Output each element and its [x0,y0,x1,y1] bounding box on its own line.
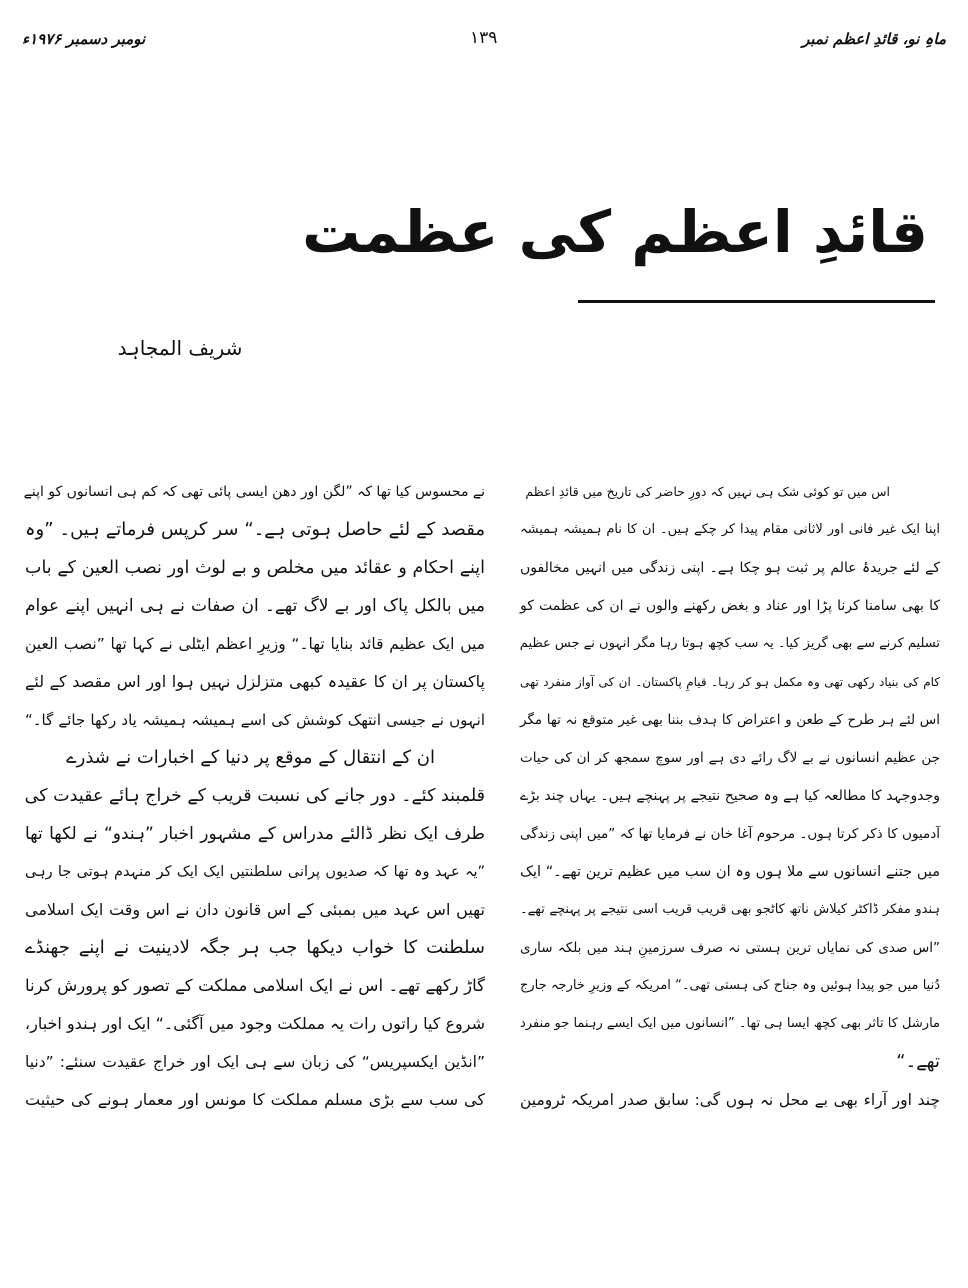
text-line: کے لئے جریدۂ عالم پر ثبت ہو چکا ہے۔ اپنی زندگی میں انہیں مخالفوں [520,560,940,576]
text-line: اس میں تو کوئی شک ہی نہیں کہ دورِ حاضر کی تاریخ میں قائدِ اعظم [525,484,890,499]
text-line: نے محسوس کیا تھا کہ ”لگن اور دھن ایسی پائی تھی کہ کم ہی انسانوں کو اپنے [23,484,485,500]
text-line: سلطنت کا خواب دیکھا جب ہر جگہ لادینیت نے اپنے جھنڈے [25,937,485,958]
text-line: اس لئے ہر طرح کے طعن و اعتراض کا ہدف بننا بھی غیر متوقع نہ تھا مگر [520,712,940,728]
text-column-left [25,473,485,1119]
text-line: میں ایک عظیم قائد بنایا تھا۔“ وزیرِ اعظم ایٹلی نے کہا تھا ”نصب العین [25,635,485,653]
text-line: تھیں اس عہد میں بمبئی کے اس قانون دان نے اس وقت ایک اسلامی [25,900,485,919]
text-line: چند اور آراء بھی بے محل نہ ہوں گی: سابق صدر امریکہ ٹرومین [520,1091,940,1109]
text-line: جن عظیم انسانوں نے بے لاگ رائے دی ہے اور سوچ سمجھ کر ان کی حیات [520,750,940,766]
text-line: طرف ایک نظر ڈالئے مدراس کے مشہور اخبار ”ہندو“ نے لکھا تھا [25,824,485,844]
text-line: مارشل کا تاثر بھی کچھ ایسا ہی تھا۔ ”انسانوں میں ایک ایسے رہنما جو منفرد [520,1016,940,1031]
text-line: تسلیم کرنے سے بھی گریز کیا۔ یہ سب کچھ ہوتا رہا مگر انہوں نے جس عظیم [519,636,940,651]
text-line: اپنے احکام و عقائد میں مخلص و بے لوث اور نصب العین کے باب [25,558,485,578]
text-line: آدمیوں کا ذکر کرتا ہوں۔ مرحوم آغا خان نے فرمایا تھا کہ ”میں اپنی زندگی [520,826,940,842]
text-line: پاکستان پر ان کا عقیدہ کبھی متزلزل نہیں ہوا اور اس مقصد کے لئے [25,672,485,691]
text-line: تھے۔“ [896,1051,940,1072]
text-line: قلمبند کئے۔ دور جانے کی نسبت قریب کے خراج ہائے عقیدت کی [24,786,485,806]
text-line: میں جتنے انسانوں سے ملا ہوں وہ ان سب میں عظیم ترین تھے۔“ ایک [520,864,940,880]
text-line: میں بالکل پاک اور بے لاگ تھے۔ ان صفات نے ہی انہیں اپنے عوام [25,596,485,616]
text-line: شروع کیا راتوں رات یہ مملکت وجود میں آگئی۔“ ایک اور ہندو اخبار، [24,1014,485,1033]
text-column-right [520,473,940,1119]
text-line: دُنیا میں جو پیدا ہوئیں وہ جناح کی ہستی تھی۔“ امریکہ کے وزیرِ خارجہ جارج [520,978,940,993]
text-line: ان کے انتقال کے موقع پر دنیا کے اخبارات نے شذرے [66,747,435,768]
text-line: ہندو مفکر ڈاکٹر کیلاش ناتھ کاٹجو بھی قریب قریب اسی نتیجے پر پہنچے تھے۔ [520,902,940,917]
text-line: کی سب سے بڑی مسلم مملکت کا مونس اور معمار ہونے کی حیثیت [25,1090,485,1109]
running-header-date: نومبر دسمبر ۱۹۷۶ء [22,30,146,48]
running-header-magazine: ماہِ نو، قائدِ اعظم نمبر [802,30,946,48]
text-line: کا بھی سامنا کرنا پڑا اور عناد و بغض رکھنے والوں نے ان کی عظمت کو [520,598,940,614]
text-line: مقصد کے لئے حاصل ہوتی ہے۔“ سر کرپس فرماتے ہیں۔ ”وہ [25,519,485,540]
text-line: ”اس صدی کی نمایاں ترین ہستی نہ صرف سرزمینِ ہند میں بلکہ ساری [520,940,940,956]
text-line: گاڑ رکھے تھے۔ اس نے ایک اسلامی مملکت کے تصور کو پرورش کرنا [25,976,485,995]
title-underline [578,300,935,303]
text-line: وجدوجہد کا مطالعہ کیا ہے وہ صحیح نتیجے پر پہنچے ہیں۔ یہاں چند بڑے [520,788,940,804]
page-number: ۱۳۹ [470,28,498,48]
text-line: کام کی بنیاد رکھی تھی وہ مکمل ہو کر رہا۔ قیامِ پاکستان۔ ان کی آواز منفرد تھی [520,675,940,689]
article-author: شریف المجاہد [117,336,243,360]
text-line: اپنا ایک غیر فانی اور لاثانی مقام پیدا کر چکے ہیں۔ ان کا نام ہمیشہ ہمیشہ [520,522,940,537]
text-line: ”انڈین ایکسپریس“ کی زبان سے ہی ایک اور خراج عقیدت سنئے: ”دنیا [25,1053,485,1071]
text-line: ”یہ عہد وہ تھا کہ صدیوں پرانی سلطنتیں ایک ایک کر منہدم ہوتی جا رہی [25,864,485,880]
article-title: قائدِ اعظم کی عظمت [302,198,928,266]
text-line: انہوں نے جیسی انتھک کوشش کی اسے ہمیشہ ہمیشہ یاد رکھا جائے گا۔“ [25,711,485,729]
